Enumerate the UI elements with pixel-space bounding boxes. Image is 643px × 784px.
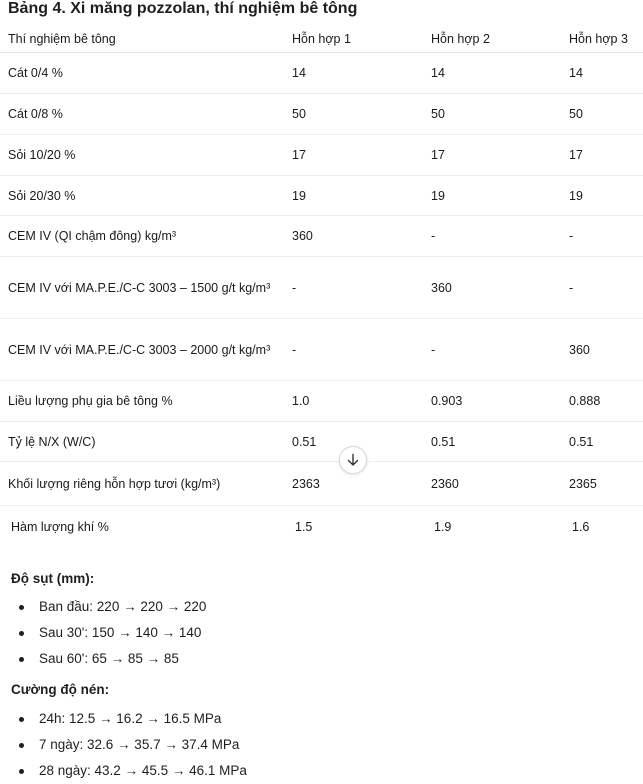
- table-title: Bảng 4. Xi măng pozzolan, thí nghiệm bê tông: [8, 0, 358, 17]
- mix-3-value-cell: -: [561, 257, 643, 319]
- row-label-cell: Cát 0/8 %: [0, 94, 284, 135]
- row-label-cell: Sỏi 20/30 %: [0, 176, 284, 216]
- column-header-test: Thí nghiệm bê tông: [0, 25, 284, 53]
- table-row: [0, 176, 643, 216]
- table-row: [0, 506, 643, 548]
- row-label-cell: Hàm lượng khí %: [11, 519, 109, 534]
- list-item: 28 ngày: 43.2 → 45.5 → 46.1 MPa: [11, 758, 247, 784]
- list-item: Sau 30': 150 → 140 → 140: [11, 620, 206, 646]
- mix-3-value-cell: 0.888: [561, 381, 643, 422]
- row-label-cell: CEM IV với MA.P.E./C-C 3003 – 1500 g/t kg/m³: [0, 257, 284, 319]
- list-item: Sau 60': 65 → 85 → 85: [11, 646, 206, 672]
- table-row: [0, 422, 643, 462]
- list-item: 7 ngày: 32.6 → 35.7 → 37.4 MPa: [11, 732, 247, 758]
- row-label-cell: Cát 0/4 %: [0, 53, 284, 94]
- row-label-cell: CEM IV với MA.P.E./C-C 3003 – 2000 g/t kg/m³: [0, 319, 284, 381]
- scroll-down-button[interactable]: [339, 446, 367, 474]
- mix-3-value-cell: 19: [561, 176, 643, 216]
- table-row: [0, 257, 643, 319]
- mix-3-value-cell: 50: [561, 94, 643, 135]
- mix-1-value-cell: 19: [284, 176, 423, 216]
- mix-1-value-cell: 0.51: [284, 422, 423, 462]
- row-label-cell: CEM IV (QI chậm đông) kg/m³: [0, 216, 284, 257]
- list-item: Ban đầu: 220 → 220 → 220: [11, 594, 206, 620]
- strength-heading: Cường độ nén:: [11, 682, 110, 697]
- row-label-cell: Tỷ lệ N/X (W/C): [0, 422, 284, 462]
- mix-2-value-cell: -: [423, 319, 561, 381]
- mix-1-value-cell: 50: [284, 94, 423, 135]
- mix-1-value-cell: 14: [284, 53, 423, 94]
- slump-heading: Độ sụt (mm):: [11, 571, 95, 586]
- list-item: 24h: 12.5 → 16.2 → 16.5 MPa: [11, 706, 247, 732]
- column-header-mix-1: Hỗn hợp 1: [284, 25, 423, 53]
- mix-1-value-cell: -: [284, 257, 423, 319]
- table-row: [0, 381, 643, 422]
- table-row: [0, 53, 643, 94]
- column-header-mix-3: Hỗn hợp 3: [561, 25, 643, 53]
- mix-3-value-cell: 17: [561, 135, 643, 176]
- strength-list: [11, 706, 247, 784]
- table-row: [0, 462, 643, 506]
- row-label-cell: Sỏi 10/20 %: [0, 135, 284, 176]
- mix-2-value-cell: 19: [423, 176, 561, 216]
- mix-3-value-cell: 0.51: [561, 422, 643, 462]
- mix-3-value-cell: 1.6: [572, 519, 590, 534]
- concrete-test-table: [0, 25, 643, 548]
- mix-1-value-cell: 1.0: [284, 381, 423, 422]
- table-header-row: [0, 25, 643, 53]
- mix-1-value-cell: 17: [284, 135, 423, 176]
- table-row: [0, 135, 643, 176]
- row-label-cell: Liều lượng phụ gia bê tông %: [0, 381, 284, 422]
- mix-1-value-cell: -: [284, 319, 423, 381]
- mix-1-value-cell: 360: [284, 216, 423, 257]
- column-header-mix-2: Hỗn hợp 2: [423, 25, 561, 53]
- mix-2-value-cell: 360: [423, 257, 561, 319]
- mix-2-value-cell: 17: [423, 135, 561, 176]
- table-row: [0, 319, 643, 381]
- arrow-down-icon: [346, 453, 360, 467]
- mix-1-value-cell: 2363: [284, 462, 423, 506]
- slump-list: [11, 594, 206, 672]
- row-label-cell: Khối lượng riêng hỗn hợp tươi (kg/m³): [0, 462, 284, 506]
- mix-2-value-cell: 50: [423, 94, 561, 135]
- mix-3-value-cell: -: [561, 216, 643, 257]
- mix-2-value-cell: 14: [423, 53, 561, 94]
- mix-3-value-cell: 2365: [561, 462, 643, 506]
- mix-2-value-cell: -: [423, 216, 561, 257]
- table-row: [0, 216, 643, 257]
- mix-1-value-cell: 1.5: [295, 519, 313, 534]
- mix-2-value-cell: 2360: [423, 462, 561, 506]
- mix-3-value-cell: 360: [561, 319, 643, 381]
- mix-2-value-cell: 0.903: [423, 381, 561, 422]
- mix-3-value-cell: 14: [561, 53, 643, 94]
- mix-2-value-cell: 1.9: [434, 519, 452, 534]
- mix-2-value-cell: 0.51: [423, 422, 561, 462]
- table-row: [0, 94, 643, 135]
